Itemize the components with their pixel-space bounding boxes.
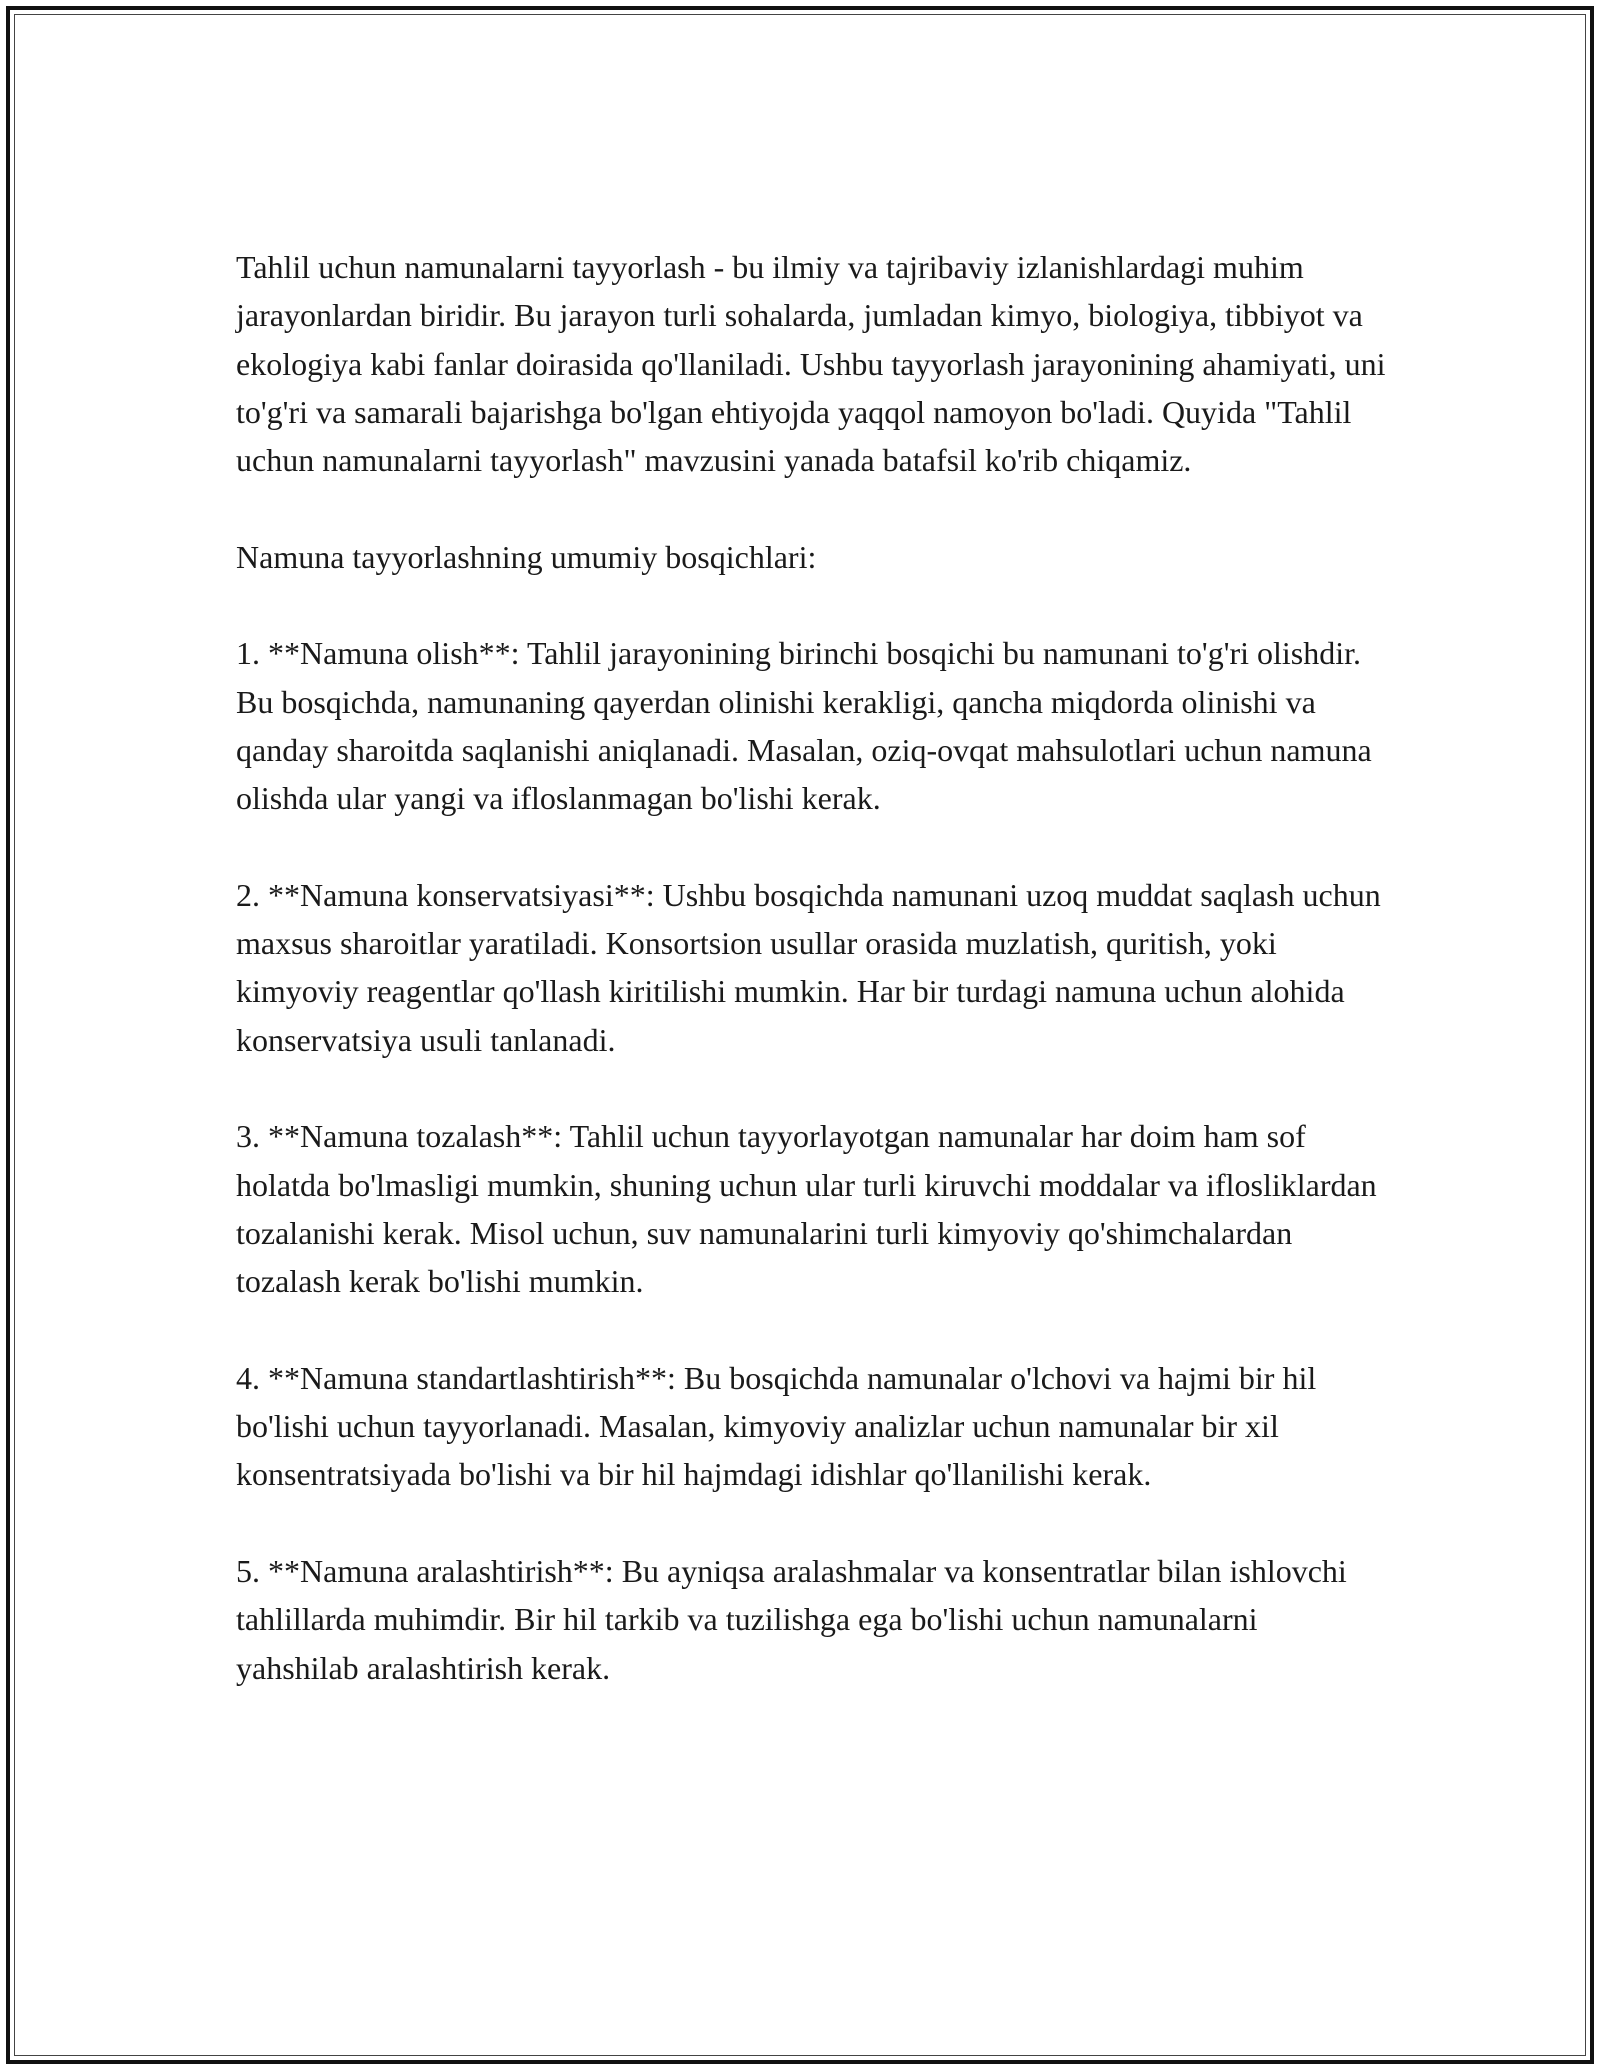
step-3-paragraph: 3. **Namuna tozalash**: Tahlil uchun tayyorlayotgan namunalar har doim ham sof holatda bo'lmasligi mumkin, shuning uchun ular turli kiruvchi moddalar va iflosliklardan tozalanishi kerak. Misol uchun, suv namunalarini turli kimyoviy qo'shimchalardan tozalash kerak bo'lishi mumkin. <box>236 1118 1377 1300</box>
step-5-paragraph: 5. **Namuna aralashtirish**: Bu ayniqsa aralashmalar va konsentratlar bilan ishlovchi tahlillarda muhimdir. Bir hil tarkib va tuzilishga ega bo'lishi uchun namunalarni yahshilab aralashtirish kerak. <box>236 1553 1347 1686</box>
step-2-paragraph: 2. **Namuna konservatsiyasi**: Ushbu bosqichda namunani uzoq muddat saqlash uchun maxsus sharoitlar yaratiladi. Konsortsion usullar orasida muzlatish, quritish, yoki kimyoviy reagentlar qo'llash kiritilishi mumkin. Har bir turdagi namuna uchun alohida konservatsiya usuli tanlanadi. <box>236 876 1381 1058</box>
intro-paragraph: Tahlil uchun namunalarni tayyorlash - bu ilmiy va tajribaviy izlanishlardagi muhim jarayonlardan biridir. Bu jarayon turli sohalarda, jumladan kimyo, biologiya, tibbiyot va ekologiya kabi fanlar doirasida qo'llaniladi. Ushbu tayyorlash jarayonining ahamiyati, uni to'g'ri va samarali bajarishga bo'lgan ehtiyojda yaqqol namoyon bo'ladi. Quyida "Tahlil uchun namunalarni tayyorlash" mavzusini yanada batafsil ko'rib chiqamiz. <box>236 249 1386 479</box>
step-1-paragraph: 1. **Namuna olish**: Tahlil jarayonining birinchi bosqichi bu namunani to'g'ri olishdir. Bu bosqichda, namunaning qayerdan olinishi kerakligi, qancha miqdorda olinishi va qanday sharoitda saqlanishi aniqlanadi. Masalan, oziq-ovqat mahsulotlari uchun namuna olishda ular yangi va ifloslanmagan bo'lishi kerak. <box>236 635 1372 817</box>
section-heading: Namuna tayyorlashning umumiy bosqichlari: <box>236 538 817 575</box>
document-body <box>236 243 1386 1692</box>
step-4-paragraph: 4. **Namuna standartlashtirish**: Bu bosqichda namunalar o'lchovi va hajmi bir hil bo'lishi uchun tayyorlanadi. Masalan, kimyoviy analizlar uchun namunalar bir xil konsentratsiyada bo'lishi va bir hil hajmdagi idishlar qo'llanilishi kerak. <box>236 1359 1317 1493</box>
